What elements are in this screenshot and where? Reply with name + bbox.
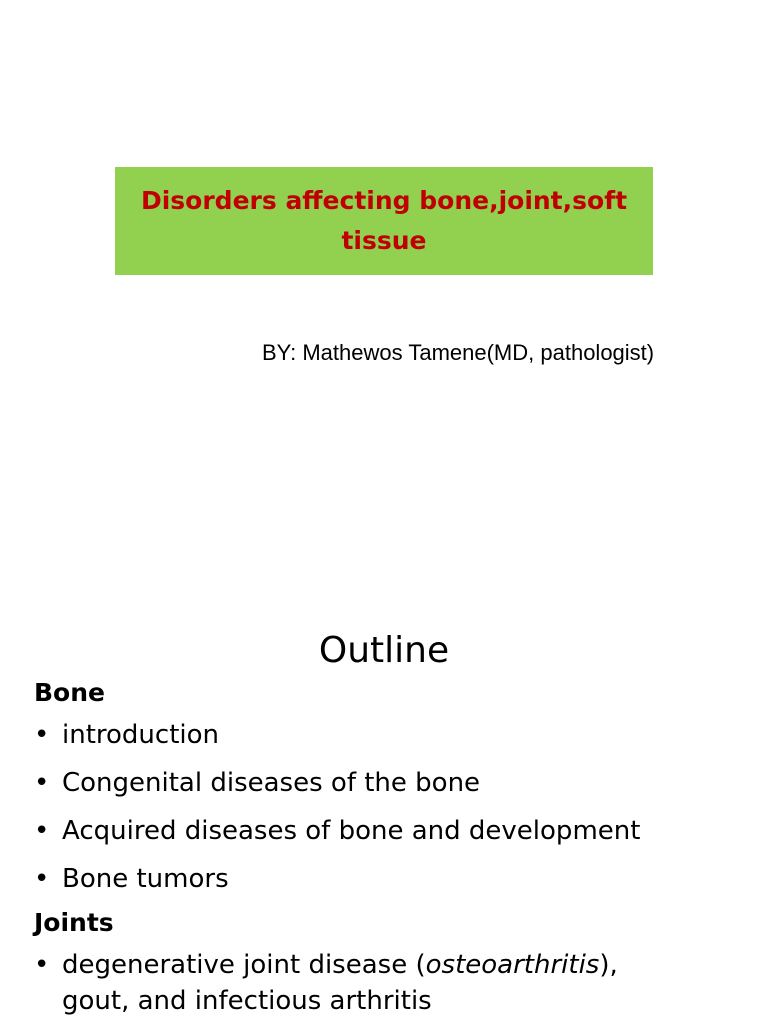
outline-content	[34, 675, 734, 1024]
bone-list	[34, 717, 734, 897]
bullet-icon: •	[34, 950, 50, 980]
list-item-text-end: ),	[599, 950, 618, 980]
list-item	[34, 717, 734, 753]
bullet-icon: •	[34, 720, 50, 750]
list-item	[34, 861, 734, 897]
list-item-text: Bone tumors	[62, 864, 229, 894]
bullet-icon: •	[34, 864, 50, 894]
title-box	[115, 167, 653, 275]
list-item-text-italic: osteoarthritis	[425, 950, 600, 980]
list-item-text-start: degenerative joint disease (	[62, 950, 426, 980]
outline-title: Outline	[318, 630, 450, 671]
list-item-text: Congenital diseases of the bone	[62, 768, 481, 798]
list-item-text: Acquired diseases of bone and development	[62, 816, 641, 846]
bullet-icon: •	[34, 768, 50, 798]
author-byline: BY: Mathewos Tamene(MD, pathologist)	[262, 340, 655, 365]
bone-heading: Bone	[34, 678, 105, 707]
outline-slide	[0, 576, 768, 1024]
list-item	[34, 813, 734, 849]
slide-title: Disorders affecting bone,joint,soft tissue	[140, 186, 628, 255]
list-item	[34, 947, 734, 1019]
list-item	[34, 765, 734, 801]
list-item-text-line2: gout, and infectious arthritis	[62, 986, 432, 1016]
list-item-text: introduction	[62, 720, 220, 750]
joints-heading: Joints	[34, 908, 114, 937]
bullet-icon: •	[34, 816, 50, 846]
joints-list	[34, 947, 734, 1019]
